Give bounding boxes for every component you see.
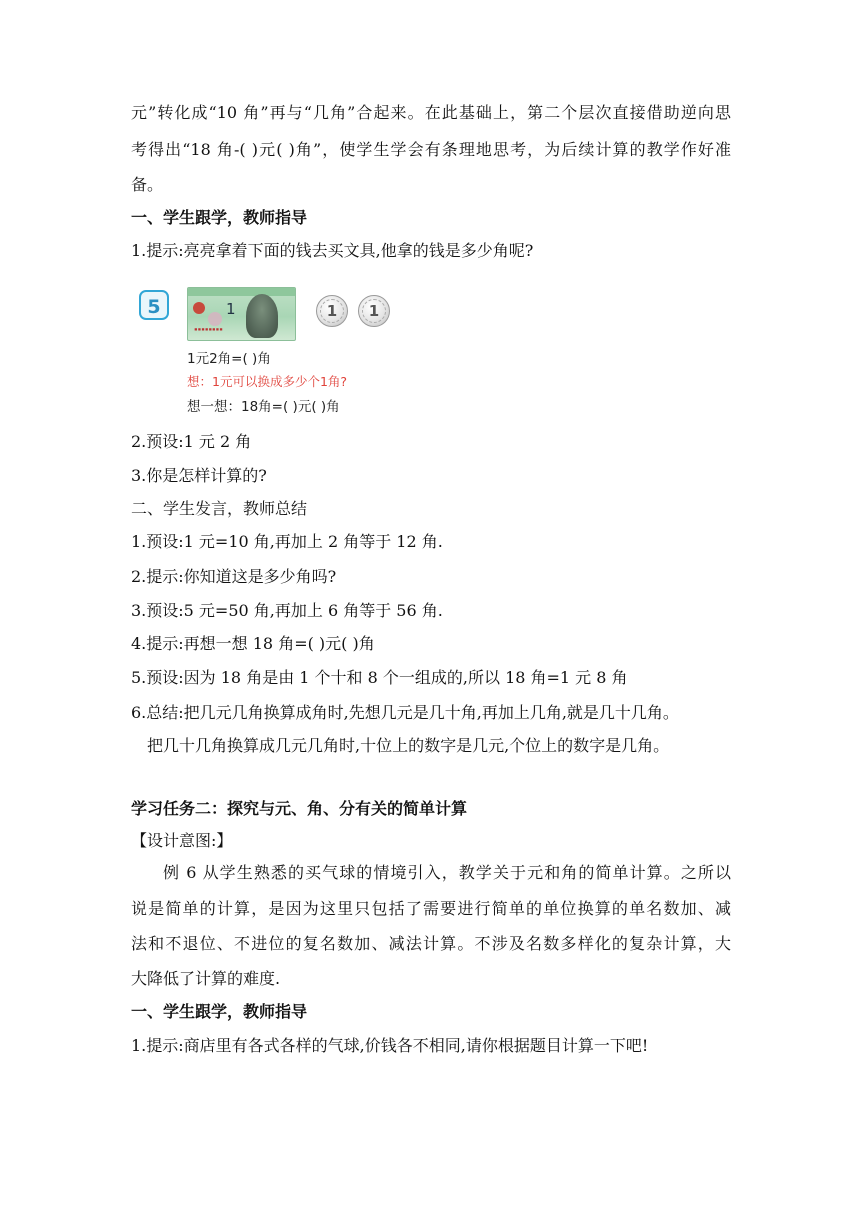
task-heading: 学习任务二：探究与元、角、分有关的简单计算 (131, 799, 468, 818)
section-heading: 一、学生跟学，教师指导 (131, 1002, 308, 1021)
section-heading: 一、学生跟学，教师指导 (131, 208, 308, 227)
list-item: 1.预设:1 元=10 角,再加上 2 角等于 12 角. (131, 532, 443, 551)
paragraph-line: 元”转化成“10 角”再与“几角”合起来。在此基础上，第二个层次直接借助逆向思 (131, 103, 731, 122)
paragraph-line: 例 6 从学生熟悉的买气球的情境引入，教学关于元和角的简单计算。之所以 (163, 863, 731, 882)
list-item: 6.总结:把几元几角换算成角时,先想几元是几十角,再加上几角,就是几十几角。 (131, 703, 679, 722)
textbook-figure (139, 285, 439, 415)
list-item: 2.提示:你知道这是多少角吗? (131, 567, 337, 586)
list-item: 3.你是怎样计算的? (131, 466, 267, 485)
list-item: 4.提示:再想一想 18 角=( )元( )角 (131, 634, 375, 653)
banknote-value: 1 (226, 300, 236, 318)
design-intent-label: 【设计意图:】 (131, 831, 233, 850)
figure-equation: 想一想：18角=( )元( )角 (187, 399, 340, 415)
national-emblem-icon (193, 302, 205, 314)
one-jiao-coin-icon: 1 (358, 295, 390, 327)
list-item: 1.提示:商店里有各式各样的气球,价钱各不相同,请你根据题目计算一下吧! (131, 1036, 649, 1055)
one-yuan-banknote-image (187, 287, 296, 341)
list-item-continuation: 把几十几角换算成几元几角时,十位上的数字是几元,个位上的数字是几角。 (147, 736, 670, 755)
list-item: 1.提示:亮亮拿着下面的钱去买文具,他拿的钱是多少角呢? (131, 241, 534, 260)
figure-equation: 1元2角=( )角 (187, 351, 271, 367)
example-number-badge: 5 (139, 290, 169, 320)
banknote-serial-mark: ▪▪▪▪▪▪▪▪ (194, 326, 223, 333)
portrait-icon (246, 294, 278, 338)
list-item: 5.预设:因为 18 角是由 1 个十和 8 个一组成的,所以 18 角=1 元 8 角 (131, 668, 628, 687)
list-item: 3.预设:5 元=50 角,再加上 6 角等于 56 角. (131, 601, 443, 620)
figure-hint: 想：1元可以换成多少个1角? (187, 374, 348, 389)
banknote-band (188, 288, 295, 296)
one-jiao-coin-icon: 1 (316, 295, 348, 327)
paragraph-line: 考得出“18 角-( )元( )角”，使学生学会有条理地思考，为后续计算的教学作好准 (131, 140, 731, 159)
flower-icon (208, 312, 222, 326)
paragraph-line: 法和不退位、不进位的复名数加、减法计算。不涉及名数多样化的复杂计算，大 (131, 934, 731, 953)
paragraph-line: 说是简单的计算，是因为这里只包括了需要进行简单的单位换算的单名数加、减 (131, 899, 731, 918)
paragraph-line: 大降低了计算的难度. (131, 969, 281, 988)
list-item: 2.预设:1 元 2 角 (131, 432, 252, 451)
paragraph-line: 备。 (131, 175, 164, 194)
section-heading: 二、学生发言，教师总结 (131, 499, 308, 518)
